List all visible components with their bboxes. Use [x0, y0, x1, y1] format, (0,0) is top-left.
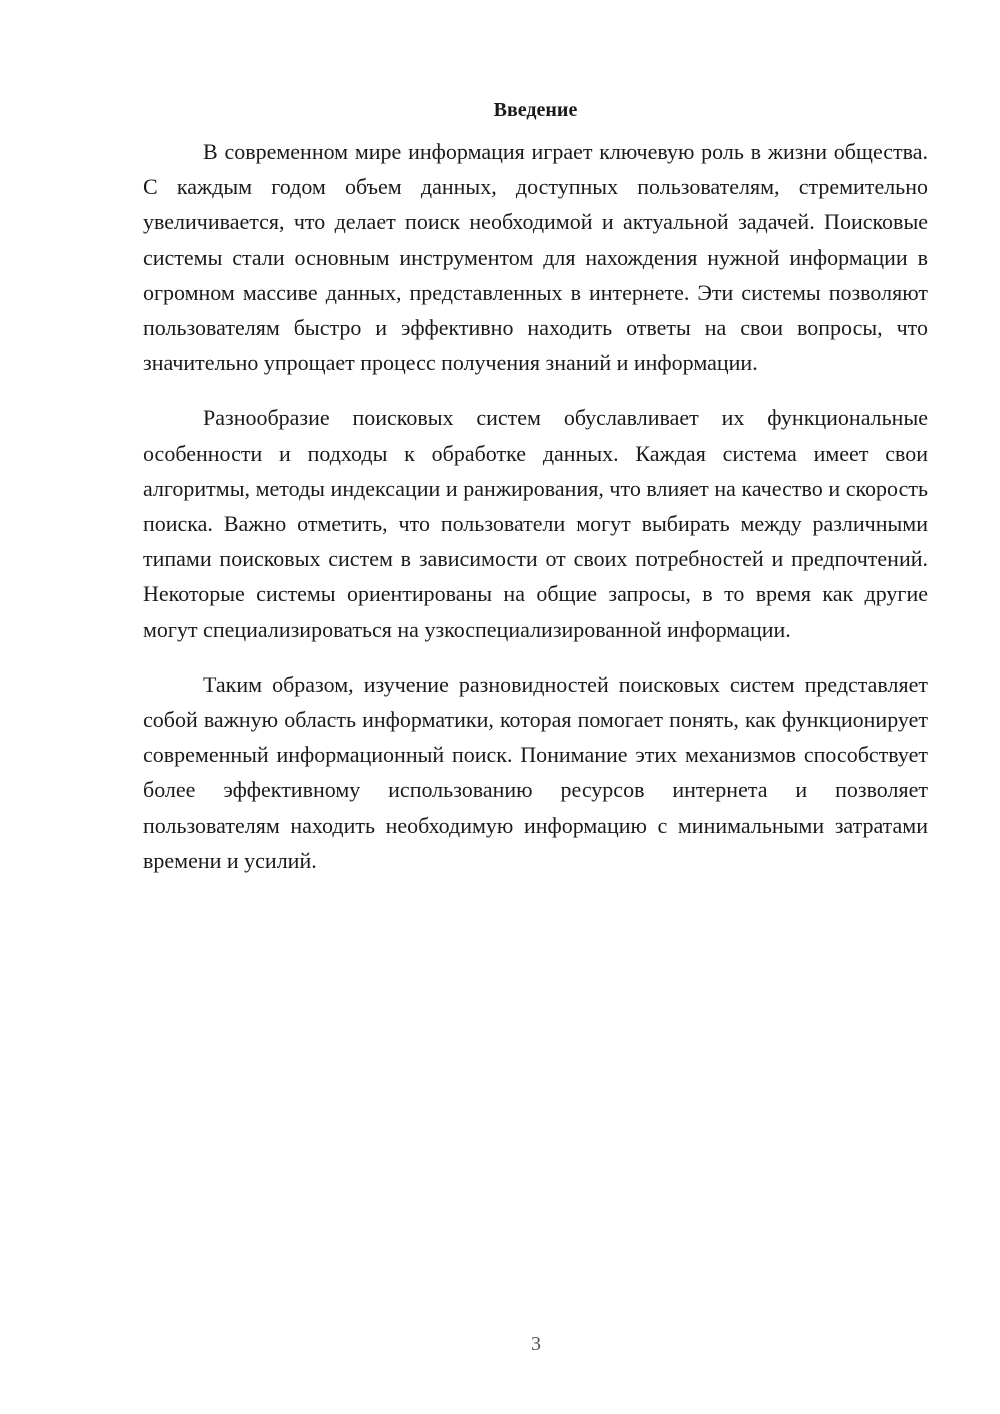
paragraph-3: Таким образом, изучение разновидностей поисковых систем представляет собой важную область информатики, которая помогает понять, как функционирует современный информационный поиск. Понимание этих механизмов способствует более эффективному использованию ресурсов интернета и позволяет пользователям находить необходимую информацию с минимальными затратами времени и усилий. — [143, 671, 928, 873]
page-content — [143, 92, 928, 898]
section-heading: Введение — [493, 99, 578, 121]
page-number: 3 — [531, 1333, 541, 1355]
paragraph-2: Разнообразие поисковых систем обуславливает их функциональные особенности и подходы к обработке данных. Каждая система имеет свои алгоритмы, методы индексации и ранжирования, что влияет на качество и скорость поиска. Важно отметить, что пользователи могут выбирать между различными типами поисковых систем в зависимости от своих потребностей и предпочтений. Некоторые системы ориентированы на общие запросы, в то время как другие могут специализироваться на узкоспециализированной информации. — [143, 405, 928, 642]
paragraph-1: В современном мире информация играет ключевую роль в жизни общества. С каждым годом объем данных, доступных пользователям, стремительно увеличивается, что делает поиск необходимой и актуальной задачей. Поисковые системы стали основным инструментом для нахождения нужной информации в огромном массиве данных, представленных в интернете. Эти системы позволяют пользователям быстро и эффективно находить ответы на свои вопросы, что значительно упрощает процесс получения знаний и информации. — [143, 139, 928, 376]
